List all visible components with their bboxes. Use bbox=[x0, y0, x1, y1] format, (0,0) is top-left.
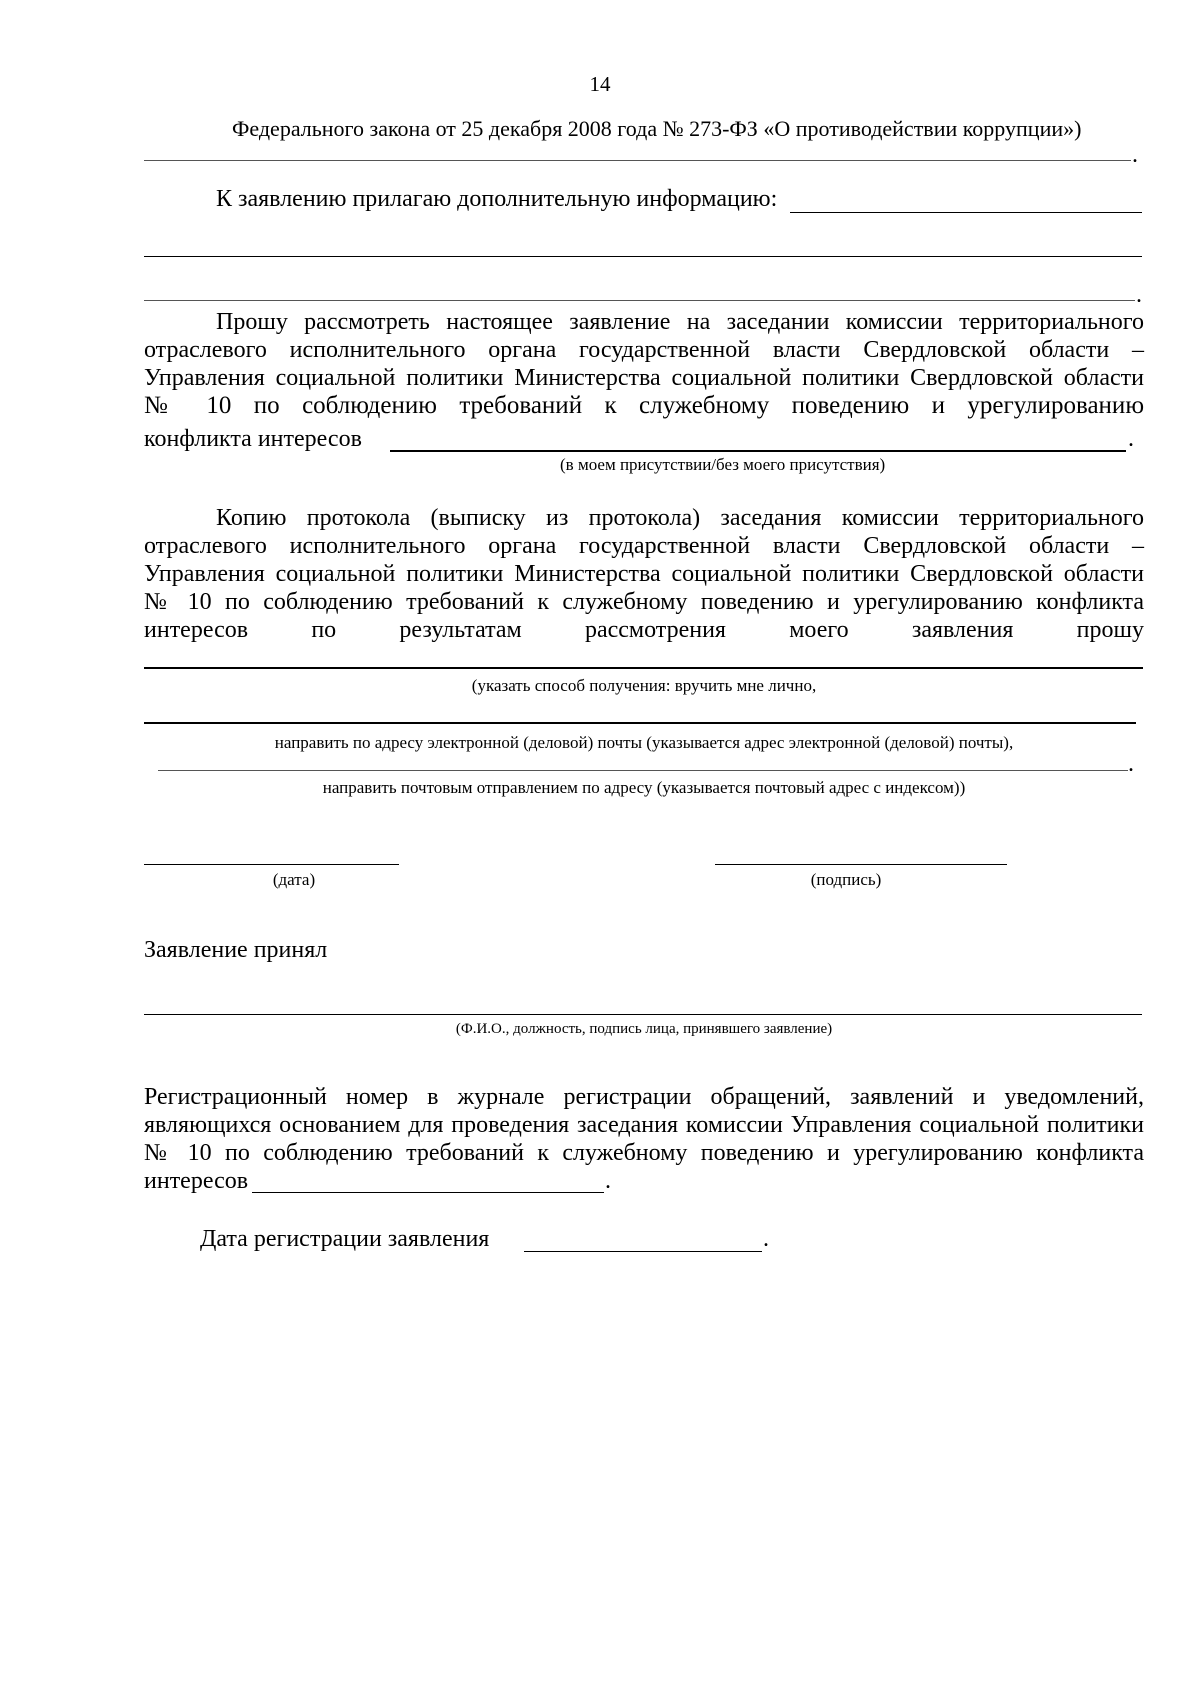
registration-date-blank[interactable] bbox=[524, 1251, 762, 1252]
accepted-blank[interactable] bbox=[144, 1014, 1142, 1015]
signature-blank[interactable] bbox=[715, 864, 1007, 865]
presence-hint: (в моем присутствии/без моего присутствия) bbox=[560, 455, 886, 474]
date-blank[interactable] bbox=[144, 864, 399, 865]
delivery-period: . bbox=[1128, 751, 1134, 777]
protocol-word: интересов bbox=[144, 617, 249, 643]
attachment-blank-3[interactable] bbox=[144, 300, 1135, 301]
registration-number-blank[interactable] bbox=[252, 1192, 604, 1193]
protocol-paragraph bbox=[144, 504, 1144, 616]
protocol-line-2: отраслевого исполнительного органа государственной власти Свердловской области – bbox=[144, 533, 1144, 559]
delivery-hint-3: направить почтовым отправлением по адресу (указывается почтовый адрес с индексом)) bbox=[322, 778, 966, 797]
request-line-1: Прошу рассмотреть настоящее заявление на заседании комиссии территориального bbox=[216, 309, 1144, 335]
registration-line-1: Регистрационный номер в журнале регистрации обращений, заявлений и уведомлений, bbox=[144, 1084, 1144, 1110]
protocol-line-4: № 10 по соблюдению требований к служебному поведению и урегулированию конфликта bbox=[144, 589, 1144, 615]
registration-paragraph bbox=[144, 1083, 1144, 1167]
registration-line-2: являющихся основанием для проведения заседания комиссии Управления социальной политики bbox=[144, 1112, 1144, 1138]
protocol-word: заявления bbox=[911, 617, 1014, 643]
signature-label: (подпись) bbox=[810, 870, 882, 889]
page-number: 14 bbox=[589, 72, 611, 96]
registration-date-label: Дата регистрации заявления bbox=[200, 1226, 490, 1252]
registration-line-4: интересов bbox=[144, 1168, 249, 1194]
delivery-blank-2[interactable] bbox=[144, 722, 1136, 724]
header-law-reference: Федерального закона от 25 декабря 2008 года № 273-ФЗ «О противодействии коррупции») bbox=[232, 116, 1082, 141]
request-line-4: № 10 по соблюдению требований к служебному поведению и урегулированию bbox=[144, 392, 1144, 419]
attachment-period: . bbox=[1136, 282, 1142, 308]
protocol-word: рассмотрения bbox=[584, 617, 726, 643]
delivery-hint-2: направить по адресу электронной (деловой) почты (указывается адрес электронной (деловой) почты), bbox=[274, 733, 1014, 752]
date-label: (дата) bbox=[272, 870, 316, 889]
protocol-line-3: Управления социальной политики Министерства социальной политики Свердловской области bbox=[144, 561, 1144, 587]
header-period: . bbox=[1132, 142, 1138, 168]
delivery-blank-1[interactable] bbox=[144, 667, 1143, 669]
attachment-label: К заявлению прилагаю дополнительную информацию: bbox=[216, 186, 778, 212]
protocol-word: моего bbox=[789, 617, 849, 643]
request-line-2: отраслевого исполнительного органа государственной власти Свердловской области – bbox=[144, 337, 1144, 363]
header-blank-line bbox=[144, 160, 1131, 161]
attachment-blank-2[interactable] bbox=[144, 256, 1142, 257]
accepted-hint: (Ф.И.О., должность, подпись лица, принявшего заявление) bbox=[455, 1021, 833, 1037]
accepted-label: Заявление принял bbox=[144, 937, 328, 963]
delivery-blank-3[interactable] bbox=[158, 770, 1128, 771]
request-period: . bbox=[1128, 426, 1134, 452]
protocol-line-5 bbox=[144, 617, 1144, 644]
attachment-blank-1[interactable] bbox=[790, 212, 1142, 213]
registration-date-period: . bbox=[763, 1226, 769, 1252]
protocol-word: прошу bbox=[1076, 617, 1144, 643]
request-line-3: Управления социальной политики Министерства социальной политики Свердловской области bbox=[144, 365, 1144, 391]
registration-period: . bbox=[605, 1168, 611, 1194]
request-line-5: конфликта интересов bbox=[144, 426, 362, 452]
registration-line-3: № 10 по соблюдению требований к служебному поведению и урегулированию конфликта bbox=[144, 1140, 1144, 1166]
delivery-hint-1: (указать способ получения: вручить мне лично, bbox=[471, 676, 817, 695]
protocol-word: результатам bbox=[399, 617, 522, 643]
protocol-word: по bbox=[311, 617, 337, 643]
protocol-line-1: Копию протокола (выписку из протокола) заседания комиссии территориального bbox=[216, 505, 1144, 531]
request-paragraph bbox=[144, 308, 1144, 420]
presence-blank[interactable] bbox=[390, 450, 1126, 452]
